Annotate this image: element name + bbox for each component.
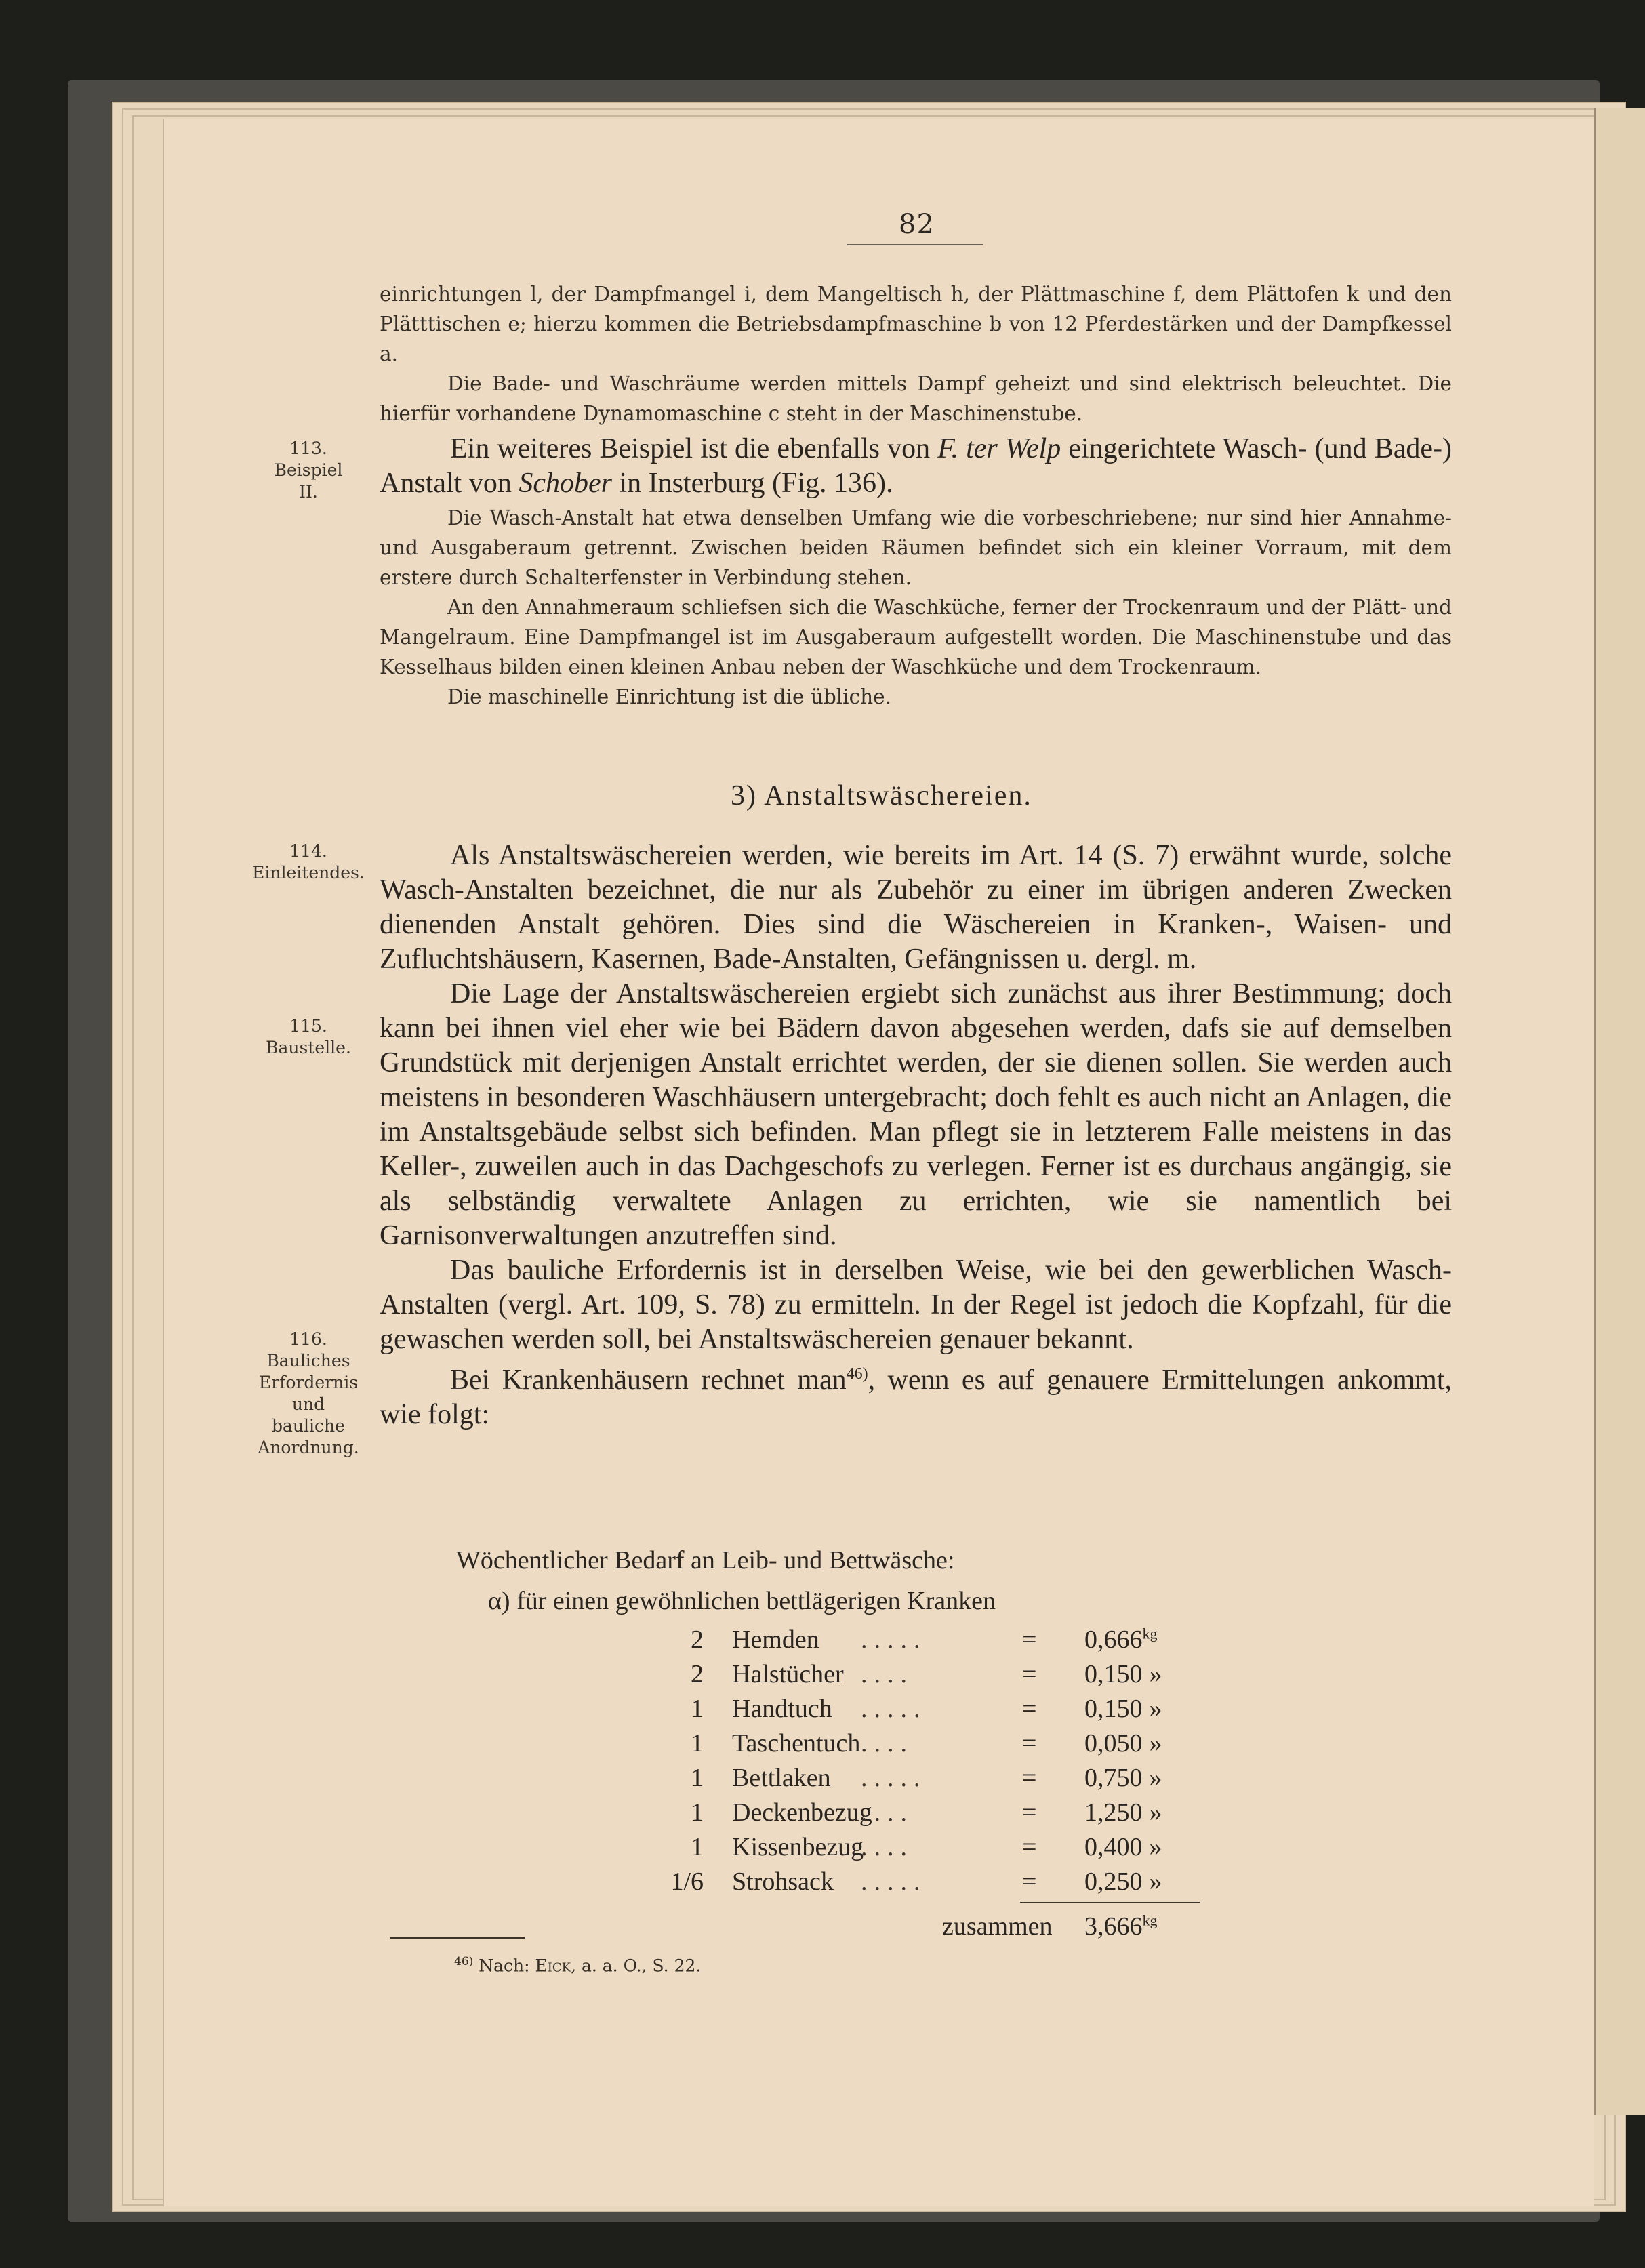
qty: 1 bbox=[691, 1695, 704, 1723]
text-run: in Insterburg (Fig. 136). bbox=[611, 468, 893, 499]
item-name: Hemden bbox=[732, 1625, 819, 1654]
equals-sign: = bbox=[1022, 1625, 1037, 1654]
equals-sign: = bbox=[1022, 1660, 1037, 1688]
table-row bbox=[651, 1625, 1173, 1659]
facing-page-edge bbox=[1594, 108, 1645, 2115]
text-run: , wenn es auf genauere Ermittelungen ankommt, wie folgt: bbox=[380, 1364, 1453, 1430]
leader-dots: ..... bbox=[861, 1867, 927, 1896]
table-row bbox=[651, 1798, 1173, 1832]
footnote bbox=[454, 1955, 701, 1975]
total-row bbox=[942, 1911, 1053, 1941]
table-row bbox=[651, 1659, 1173, 1694]
margin-label: Baustelle. bbox=[266, 1038, 351, 1057]
equals-sign: = bbox=[1022, 1867, 1037, 1896]
margin-label: Bauliches bbox=[266, 1351, 350, 1371]
equals-sign: = bbox=[1022, 1764, 1037, 1792]
weight-value: 0,150 bbox=[1084, 1695, 1143, 1723]
paragraph-continuation: einrichtungen l, der Dampfmangel i, dem Mangeltisch h, der Plättmaschine f, dem Plättofen k und den Plätttischen e; hierzu kommen die Betriebsdampfmaschine b von 12 Pferdestärken und der Dampfkessel a. bbox=[380, 283, 1452, 365]
footnote-author: Eick bbox=[535, 1956, 571, 1976]
table-row bbox=[651, 1694, 1173, 1728]
weight-cell bbox=[1084, 1763, 1162, 1793]
text-block-113 bbox=[380, 432, 1452, 501]
footnote-ref: 46) bbox=[846, 1365, 868, 1383]
weight-value: 0,666 bbox=[1084, 1625, 1143, 1654]
margin-label: bauliche bbox=[272, 1416, 345, 1436]
sum-rule bbox=[1020, 1902, 1200, 1903]
leader-dots: ..... bbox=[861, 1695, 927, 1723]
section-heading: 3) Anstaltswäschereien. bbox=[731, 780, 1032, 811]
leader-dots: .... bbox=[861, 1729, 914, 1758]
weight-unit: » bbox=[1149, 1867, 1162, 1896]
weight-unit: » bbox=[1149, 1695, 1162, 1723]
paragraph-113-b: An den Annahmeraum schliefsen sich die Waschküche, ferner der Trockenraum und der Plätt- und Mangelraum. Eine Dampfmangel ist im Ausgaberaum aufgestellt worden. Die Maschinenstube und das Kesselhaus bilden einen kleinen Anbau neben der Waschküche und dem Trockenraum. bbox=[380, 596, 1452, 679]
total-label: zusammen bbox=[942, 1912, 1053, 1941]
equals-sign: = bbox=[1022, 1695, 1037, 1723]
table-row bbox=[651, 1832, 1173, 1867]
item-name: Taschentuch bbox=[732, 1729, 861, 1758]
weight-value: 0,150 bbox=[1084, 1660, 1143, 1688]
qty: 1 bbox=[691, 1833, 704, 1861]
paragraph-113-a: Die Wasch-Anstalt hat etwa denselben Umfang wie die vorbeschriebene; nur sind hier Annahme- und Ausgaberaum getrennt. Zwischen beiden Räumen befindet sich ein kleiner Vorraum, mit dem erstere durch Schalterfenster in Verbindung stehen. bbox=[380, 506, 1452, 589]
margin-label: und bbox=[291, 1394, 325, 1414]
weight-cell bbox=[1084, 1832, 1162, 1862]
footnote-rule bbox=[390, 1937, 525, 1939]
table-row bbox=[651, 1763, 1173, 1798]
paragraph-hospital bbox=[380, 1357, 1452, 1432]
margin-label: Erfordernis bbox=[258, 1373, 359, 1392]
paragraph-116: Das bauliche Erfordernis ist in derselben Weise, wie bei den gewerblichen Wasch-Anstalten (vergl. Art. 109, S. 78) zu ermitteln. In der Regel ist jedoch die Kopfzahl, für die gewaschen werden soll, bei Anstaltswäschereien genauer bekannt. bbox=[380, 1255, 1452, 1355]
weight-unit: kg bbox=[1142, 1625, 1158, 1642]
leader-dots: .... bbox=[861, 1798, 914, 1827]
paragraph-heating: Die Bade- und Waschräume werden mittels Dampf geheizt und sind elektrisch beleuchtet. Die hierfür vorhandene Dynamomaschine c steht in der Maschinenstube. bbox=[380, 372, 1452, 425]
margin-number: 114. bbox=[289, 841, 327, 861]
weight-value: 0,050 bbox=[1084, 1729, 1143, 1758]
text-run: Ein weiteres Beispiel ist die ebenfalls von bbox=[450, 433, 938, 464]
margin-number: 113. bbox=[289, 439, 327, 458]
weight-unit: » bbox=[1149, 1764, 1162, 1792]
text-run: Bei Krankenhäusern rechnet man bbox=[450, 1364, 847, 1396]
paragraph-115: Die Lage der Anstaltswäschereien ergiebt sich zunächst aus ihrer Bestimmung; doch kann bei ihnen viel eher wie bei Bädern davon abgesehen werden, dafs sie auf demselben Grundstück mit derjenigen Anstalt errichtet werden, der sie dienen sollen. Sie werden auch meistens in besonderen Waschhäusern untergebracht; doch fehlt es auch nicht an Anlagen, die im Anstaltsgebäude selbst sich befinden. Man pflegt sie in letzterem Falle meistens in das Keller-, zuweilen auch in das Dachgeschofs zu verlegen. Ferner ist es durchaus angängig, sie als selbständig verwaltete Anlagen zu errichten, wie sie namentlich bei Garnisonverwaltungen anzutreffen sind. bbox=[380, 978, 1452, 1251]
total-value: 3,666 bbox=[1084, 1912, 1143, 1941]
weight-unit: » bbox=[1149, 1833, 1162, 1861]
weight-unit: » bbox=[1149, 1798, 1162, 1827]
weight-cell bbox=[1084, 1625, 1158, 1655]
qty: 1 bbox=[691, 1764, 704, 1792]
weight-value: 1,250 bbox=[1084, 1798, 1143, 1827]
leader-dots: ..... bbox=[861, 1625, 927, 1654]
leader-dots: ..... bbox=[861, 1764, 927, 1792]
name-ter-welp: F. ter Welp bbox=[937, 433, 1061, 464]
total-unit: kg bbox=[1142, 1911, 1158, 1929]
qty: 2 bbox=[691, 1660, 704, 1688]
weight-unit: » bbox=[1149, 1660, 1162, 1688]
leader-dots: .... bbox=[861, 1660, 914, 1688]
margin-label: Einleitendes. bbox=[252, 863, 365, 883]
text-block-113-details bbox=[380, 503, 1452, 712]
equals-sign: = bbox=[1022, 1729, 1037, 1758]
weight-value: 0,250 bbox=[1084, 1867, 1143, 1896]
qty: 1 bbox=[691, 1729, 704, 1758]
text-run: eingerichtete Wasch- (und Bade-) Anstalt von bbox=[380, 433, 1453, 499]
weight-cell bbox=[1084, 1728, 1162, 1758]
item-name: Deckenbezug bbox=[732, 1798, 872, 1827]
equals-sign: = bbox=[1022, 1798, 1037, 1827]
paragraph-113-intro bbox=[380, 432, 1452, 501]
total-value-cell bbox=[1084, 1911, 1158, 1941]
margin-number: 116. bbox=[289, 1329, 327, 1349]
equals-sign: = bbox=[1022, 1833, 1037, 1861]
item-name: Kissenbezug bbox=[732, 1833, 864, 1861]
margin-note-114 bbox=[244, 841, 373, 884]
weekly-heading: Wöchentlicher Bedarf an Leib- und Bettwäsche: bbox=[456, 1546, 955, 1575]
item-name: Strohsack bbox=[732, 1867, 834, 1896]
qty: 1 bbox=[691, 1798, 704, 1827]
item-name: Halstücher bbox=[732, 1660, 844, 1688]
margin-number: 115. bbox=[289, 1016, 327, 1036]
footnote-rest: , a. a. O., S. 22. bbox=[571, 1956, 702, 1976]
footnote-text: Nach: bbox=[479, 1956, 535, 1976]
name-schober: Schober bbox=[519, 468, 612, 499]
text-block-114 bbox=[380, 838, 1452, 1432]
weight-cell bbox=[1084, 1798, 1162, 1827]
margin-label: II. bbox=[299, 482, 318, 502]
paragraph-114: Als Anstaltswäschereien werden, wie bereits im Art. 14 (S. 7) erwähnt wurde, solche Wasch-Anstalten bezeichnet, die nur als Zubehör zu einer im übrigen anderen Zwecken dienenden Anstalt gehören. Dies sind die Wäschereien in Kranken-, Waisen- und Zufluchtshäusern, Kasernen, Bade-Anstalten, Gefängnissen u. dergl. m. bbox=[380, 840, 1452, 975]
alpha-heading: α) für einen gewöhnlichen bettlägerigen Kranken bbox=[488, 1587, 996, 1615]
table-row bbox=[651, 1728, 1173, 1763]
weight-value: 0,750 bbox=[1084, 1764, 1143, 1792]
weight-value: 0,400 bbox=[1084, 1833, 1143, 1861]
page-number: 82 bbox=[899, 209, 935, 240]
table-row bbox=[651, 1867, 1173, 1901]
weight-cell bbox=[1084, 1659, 1162, 1689]
text-block-continuation bbox=[380, 279, 1452, 428]
footnote-number: 46) bbox=[454, 1955, 474, 1968]
margin-note-115 bbox=[244, 1015, 373, 1059]
weight-cell bbox=[1084, 1867, 1162, 1897]
margin-label: Beispiel bbox=[274, 460, 343, 480]
margin-note-113 bbox=[244, 438, 373, 503]
item-name: Handtuch bbox=[732, 1695, 832, 1723]
weight-unit: » bbox=[1149, 1729, 1162, 1758]
qty: 1/6 bbox=[670, 1867, 704, 1896]
weight-cell bbox=[1084, 1694, 1162, 1724]
item-name: Bettlaken bbox=[732, 1764, 831, 1792]
leader-dots: .... bbox=[861, 1833, 914, 1861]
margin-note-116 bbox=[244, 1329, 373, 1459]
paragraph-113-c: Die maschinelle Einrichtung ist die übliche. bbox=[447, 685, 891, 708]
qty: 2 bbox=[691, 1625, 704, 1654]
page-number-rule bbox=[847, 244, 983, 245]
margin-label: Anordnung. bbox=[258, 1438, 359, 1457]
